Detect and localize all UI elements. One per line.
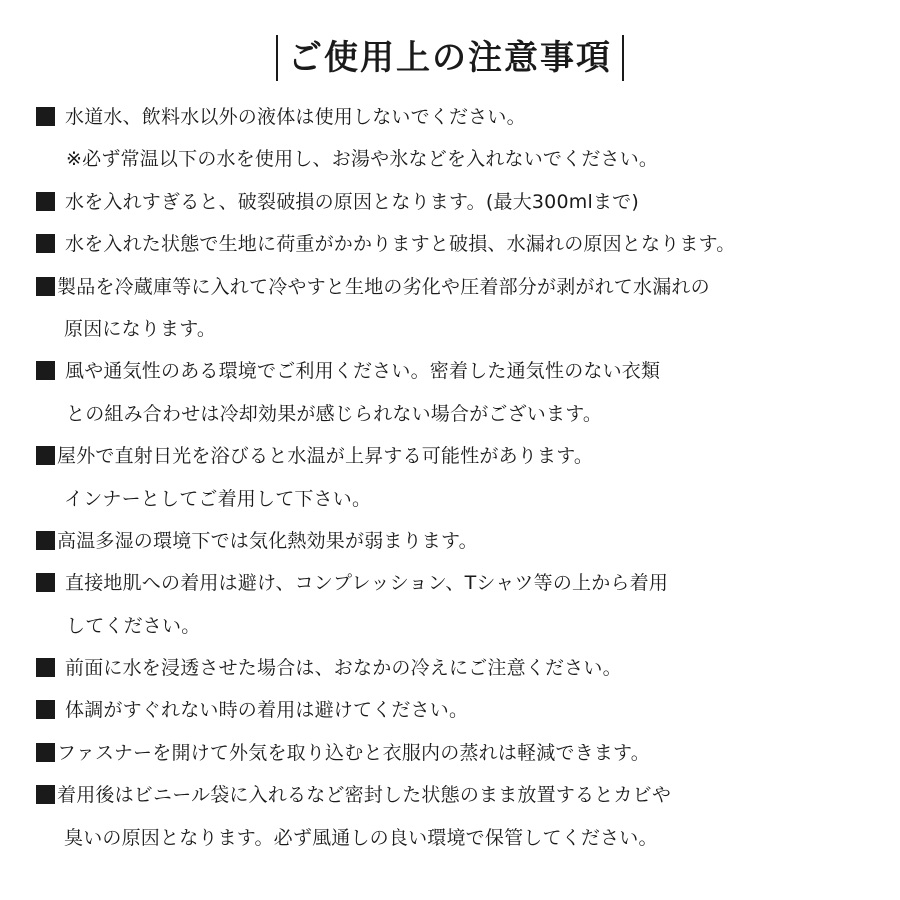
note-text: 製品を冷蔵庫等に入れて冷やすと生地の劣化や圧着部分が剥がれて水漏れの — [57, 275, 710, 298]
note-text: 着用後はビニール袋に入れるなど密封した状態のまま放置するとカビや — [57, 784, 672, 807]
note-text: 水道水、飲料水以外の液体は使用しないでください。 — [65, 106, 526, 128]
square-bullet-icon — [36, 361, 55, 380]
note-text: 原因になります。 — [64, 317, 217, 340]
notes-list — [36, 96, 886, 859]
note-text: ※必ず常温以下の水を使用し、お湯や氷などを入れないでください。 — [66, 148, 659, 171]
note-text: 臭いの原因となります。必ず風通しの良い環境で保管してください。 — [64, 826, 658, 849]
note-item — [36, 223, 886, 265]
note-text: との組み合わせは冷却効果が感じられない場合がございます。 — [66, 402, 603, 425]
note-item — [36, 689, 886, 731]
note-text: 風や通気性のある環境でご利用ください。密着した通気性のない衣類 — [65, 360, 661, 383]
note-item — [36, 350, 886, 392]
note-continuation — [36, 308, 886, 350]
note-text: 水を入れすぎると、破裂破損の原因となります。(最大300mlまで) — [65, 190, 639, 213]
square-bullet-icon — [36, 573, 55, 592]
note-continuation — [36, 478, 886, 520]
note-text: ファスナーを開けて外気を取り込むと衣服内の蒸れは軽減できます。 — [57, 741, 650, 764]
title-left-bar — [276, 35, 278, 81]
square-bullet-icon — [36, 192, 55, 211]
square-bullet-icon — [36, 277, 55, 296]
square-bullet-icon — [36, 531, 55, 550]
note-text: 体調がすぐれない時の着用は避けてください。 — [65, 699, 469, 722]
note-text: 屋外で直射日光を浴びると水温が上昇する可能性があります。 — [57, 445, 594, 468]
note-text: 前面に水を浸透させた場合は、おなかの冷えにご注意ください。 — [65, 657, 622, 680]
note-item — [36, 562, 886, 604]
square-bullet-icon — [36, 234, 55, 253]
note-text: 水を入れた状態で生地に荷重がかかりますと破損、水漏れの原因となります。 — [65, 233, 736, 256]
square-bullet-icon — [36, 700, 55, 719]
note-text: してください。 — [66, 614, 201, 637]
note-item — [36, 435, 886, 477]
note-text: インナーとしてご着用して下さい。 — [64, 487, 372, 510]
note-continuation — [36, 138, 886, 180]
note-item — [36, 96, 886, 138]
note-continuation — [36, 393, 886, 435]
square-bullet-icon — [36, 658, 55, 677]
note-text: 高温多湿の環境下では気化熱効果が弱まります。 — [57, 529, 478, 552]
note-text: 直接地肌への着用は避け、コンプレッション、Tシャツ等の上から着用 — [65, 572, 669, 595]
note-continuation — [36, 605, 886, 647]
title-right-bar — [622, 35, 624, 81]
title-block — [0, 30, 900, 86]
square-bullet-icon — [36, 107, 55, 126]
note-continuation — [36, 817, 886, 859]
note-item — [36, 266, 886, 308]
note-item — [36, 520, 886, 562]
note-item — [36, 774, 886, 816]
page-title: ご使用上の注意事項 — [288, 38, 612, 78]
note-item — [36, 732, 886, 774]
square-bullet-icon — [36, 446, 55, 465]
square-bullet-icon — [36, 785, 55, 804]
square-bullet-icon — [36, 743, 55, 762]
note-item — [36, 181, 886, 223]
note-item — [36, 647, 886, 689]
